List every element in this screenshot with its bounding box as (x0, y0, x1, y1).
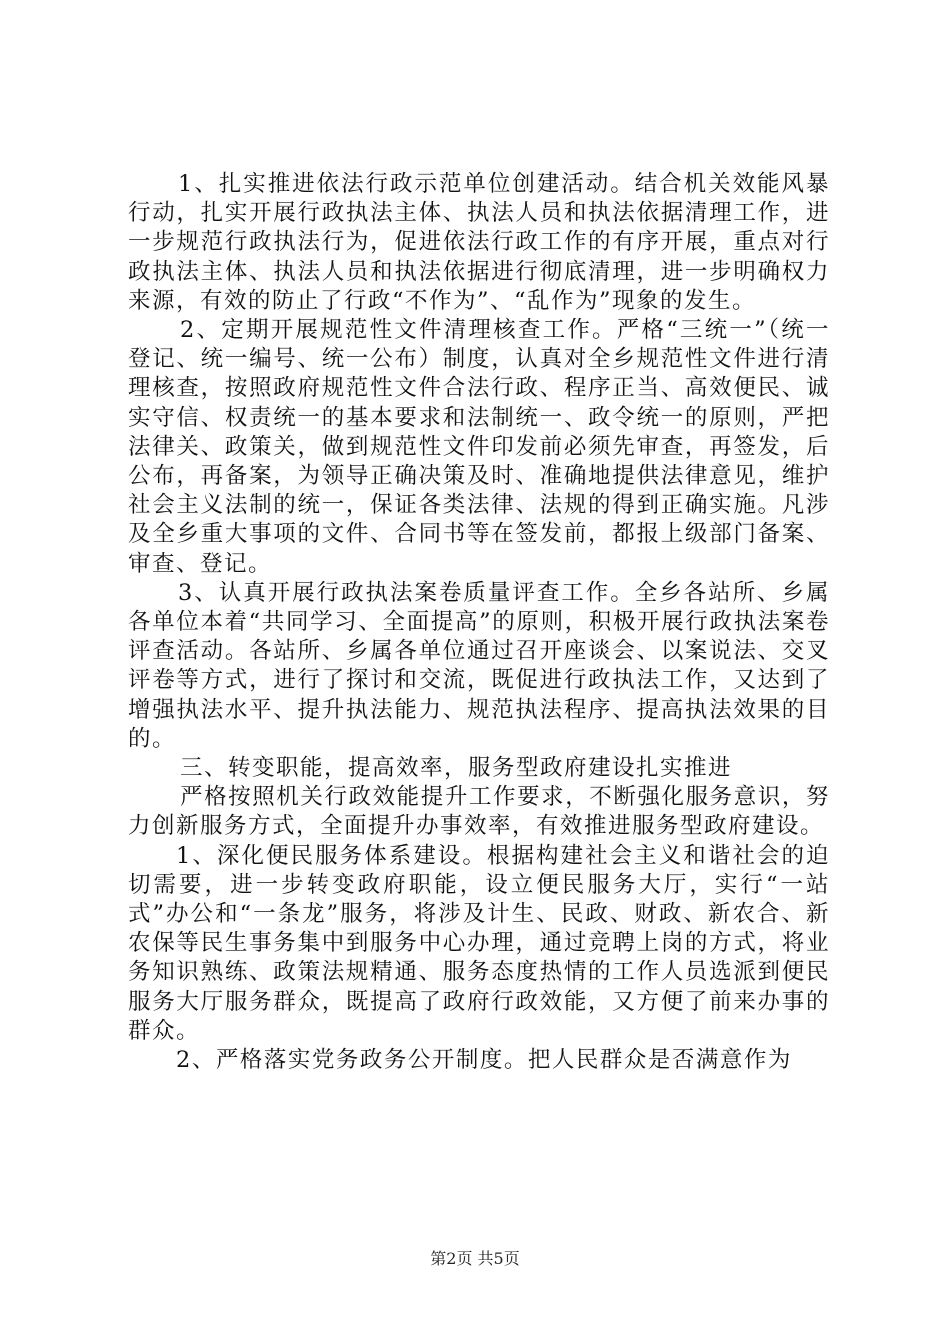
document-body (128, 170, 830, 1075)
section-heading: 三、转变职能，提高效率，服务型政府建设扎实推进 (180, 755, 733, 782)
paragraph-3: 3、认真开展行政执法案卷质量评查工作。全乡各站所、乡属各单位本着“共同学习、全面提高”的原则，积极开展行政执法案卷评查活动。各站所、乡属各单位通过召开座谈会、以案说法、交叉评卷等方式，进行了探讨和交流，既促进行政执法工作，又达到了增强执法水平、提升执法能力、规范执法程序、提高执法效果的目的。 (128, 579, 830, 752)
paragraph-6: 2、严格落实党务政务公开制度。把人民群众是否满意作为 (176, 1047, 792, 1074)
page-footer: 第2页 共5页 (430, 1249, 520, 1268)
paragraph-4: 严格按照机关行政效能提升工作要求，不断强化服务意识，努力创新服务方式，全面提升办事效率，有效推进服务型政府建设。 (128, 784, 830, 840)
paragraph-5: 1、深化便民服务体系建设。根据构建社会主义和谐社会的迫切需要，进一步转变政府职能，设立便民服务大厅，实行“一站式”办公和“一条龙”服务，将涉及计生、民政、财政、新农合、新农保等民生事务集中到服务中心办理，通过竞聘上岗的方式，将业务知识熟练、政策法规精通、服务态度热情的工作人员选派到便民服务大厅服务群众，既提高了政府行政效能，又方便了前来办事的群众。 (128, 842, 830, 1044)
paragraph-2: 2、定期开展规范性文件清理核查工作。严格“三统一”（统一登记、统一编号、统一公布）制度，认真对全乡规范性文件进行清理核查，按照政府规范性文件合法行政、程序正当、高效便民、诚实守信、权责统一的基本要求和法制统一、政令统一的原则，严把法律关、政策关，做到规范性文件印发前必须先审查，再签发，后公布，再备案，为领导正确决策及时、准确地提供法律意见，维护社会主义法制的统一，保证各类法律、法规的得到正确实施。凡涉及全乡重大事项的文件、合同书等在签发前，都报上级部门备案、审查、登记。 (128, 317, 830, 577)
paragraph-1: 1、扎实推进依法行政示范单位创建活动。结合机关效能风暴行动，扎实开展行政执法主体、执法人员和执法依据清理工作，进一步规范行政执法行为，促进依法行政工作的有序开展，重点对行政执法主体、执法人员和执法依据进行彻底清理，进一步明确权力来源，有效的防止了行政“不作为”、“乱作为”现象的发生。 (128, 171, 830, 314)
